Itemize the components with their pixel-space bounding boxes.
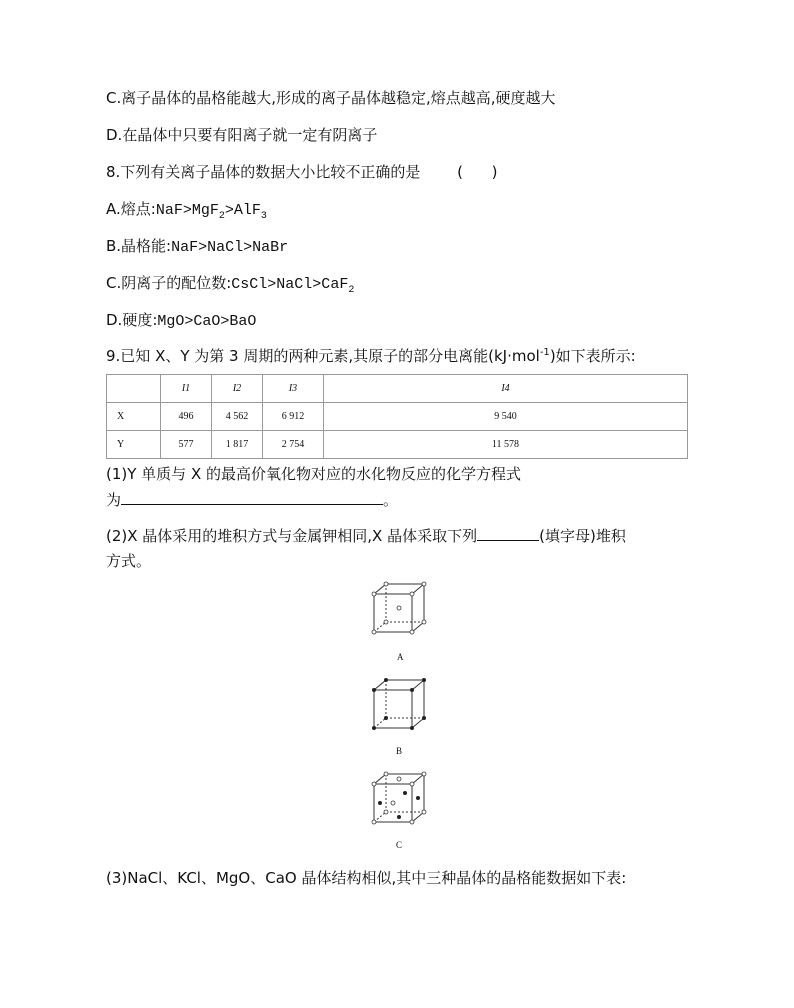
table-header-row — [107, 375, 688, 403]
answer-blank-letter[interactable] — [477, 526, 539, 541]
table-header-cell: I3 — [263, 375, 324, 403]
q9-part1-line1: (1)Y 单质与 X 的最高价氧化物对应的水化物反应的化学方程式 — [106, 465, 521, 483]
figure-label-a: A — [397, 652, 404, 662]
ionization-energy-table — [106, 374, 688, 459]
q8-option-b-prefix: B.晶格能: — [106, 237, 172, 255]
figure-label-b: B — [396, 746, 403, 756]
table-header-cell: I2 — [212, 375, 263, 403]
question-9-stem: 9.已知 X、Y 为第 3 周期的两种元素,其原子的部分电离能(kJ·mol$^{-1}$)如下表所示: — [106, 347, 636, 365]
q9-part2-line2: 方式。 — [106, 552, 152, 570]
table-cell: 2 754 — [263, 431, 324, 459]
table-header-cell — [107, 375, 161, 403]
crystal-structure-a-icon — [370, 580, 430, 636]
q8-option-a-prefix: A.熔点: — [106, 200, 156, 218]
q8-option-c-formula: CsCl>NaCl>CaF$_2$ — [231, 276, 355, 296]
table-cell: 496 — [161, 403, 212, 431]
table-header-cell: I1 — [161, 375, 212, 403]
q8-option-d-prefix: D.硬度: — [106, 311, 158, 329]
table-cell: 6 912 — [263, 403, 324, 431]
table-cell: 1 817 — [212, 431, 263, 459]
table-cell: 4 562 — [212, 403, 263, 431]
q9-part3: (3)NaCl、KCl、MgO、CaO 晶体结构相似,其中三种晶体的晶格能数据如下表: — [106, 869, 627, 887]
table-row — [107, 403, 688, 431]
q8-option-c — [106, 273, 354, 295]
q9-part2-line1: (2)X 晶体采用的堆积方式与金属钾相同,X 晶体采取下列 (填字母)堆积 — [106, 527, 626, 545]
table-cell: 9 540 — [324, 403, 688, 431]
table-cell: X — [107, 403, 161, 431]
crystal-structure-b-icon — [370, 676, 430, 732]
q8-option-b — [106, 236, 288, 258]
q8-option-c-prefix: C.阴离子的配位数: — [106, 274, 232, 292]
figure-label-c: C — [396, 840, 403, 850]
table-cell: Y — [107, 431, 161, 459]
q8-option-d-formula: MgO>CaO>BaO — [157, 313, 257, 330]
answer-blank-equation[interactable] — [121, 490, 383, 505]
table-cell: 11 578 — [324, 431, 688, 459]
table-row — [107, 431, 688, 459]
crystal-structure-c-icon — [370, 770, 430, 826]
option-d-q7: D.在晶体中只要有阳离子就一定有阴离子 — [106, 126, 378, 144]
answer-parentheses: ( ) — [457, 163, 498, 181]
q8-option-b-formula: NaF>NaCl>NaBr — [171, 239, 289, 256]
q8-option-d — [106, 310, 256, 332]
question-8-text: 8.下列有关离子晶体的数据大小比较不正确的是 — [106, 163, 421, 181]
q8-option-a — [106, 199, 267, 221]
q8-option-a-formula: NaF>MgF$_2$>AlF$_3$ — [155, 202, 267, 222]
table-cell: 577 — [161, 431, 212, 459]
option-c-q7: C.离子晶体的晶格能越大,形成的离子晶体越稳定,熔点越高,硬度越大 — [106, 89, 556, 107]
table-header-cell: I4 — [324, 375, 688, 403]
q9-part1-line2: 为 。 — [106, 491, 399, 509]
question-8-stem — [106, 162, 497, 182]
